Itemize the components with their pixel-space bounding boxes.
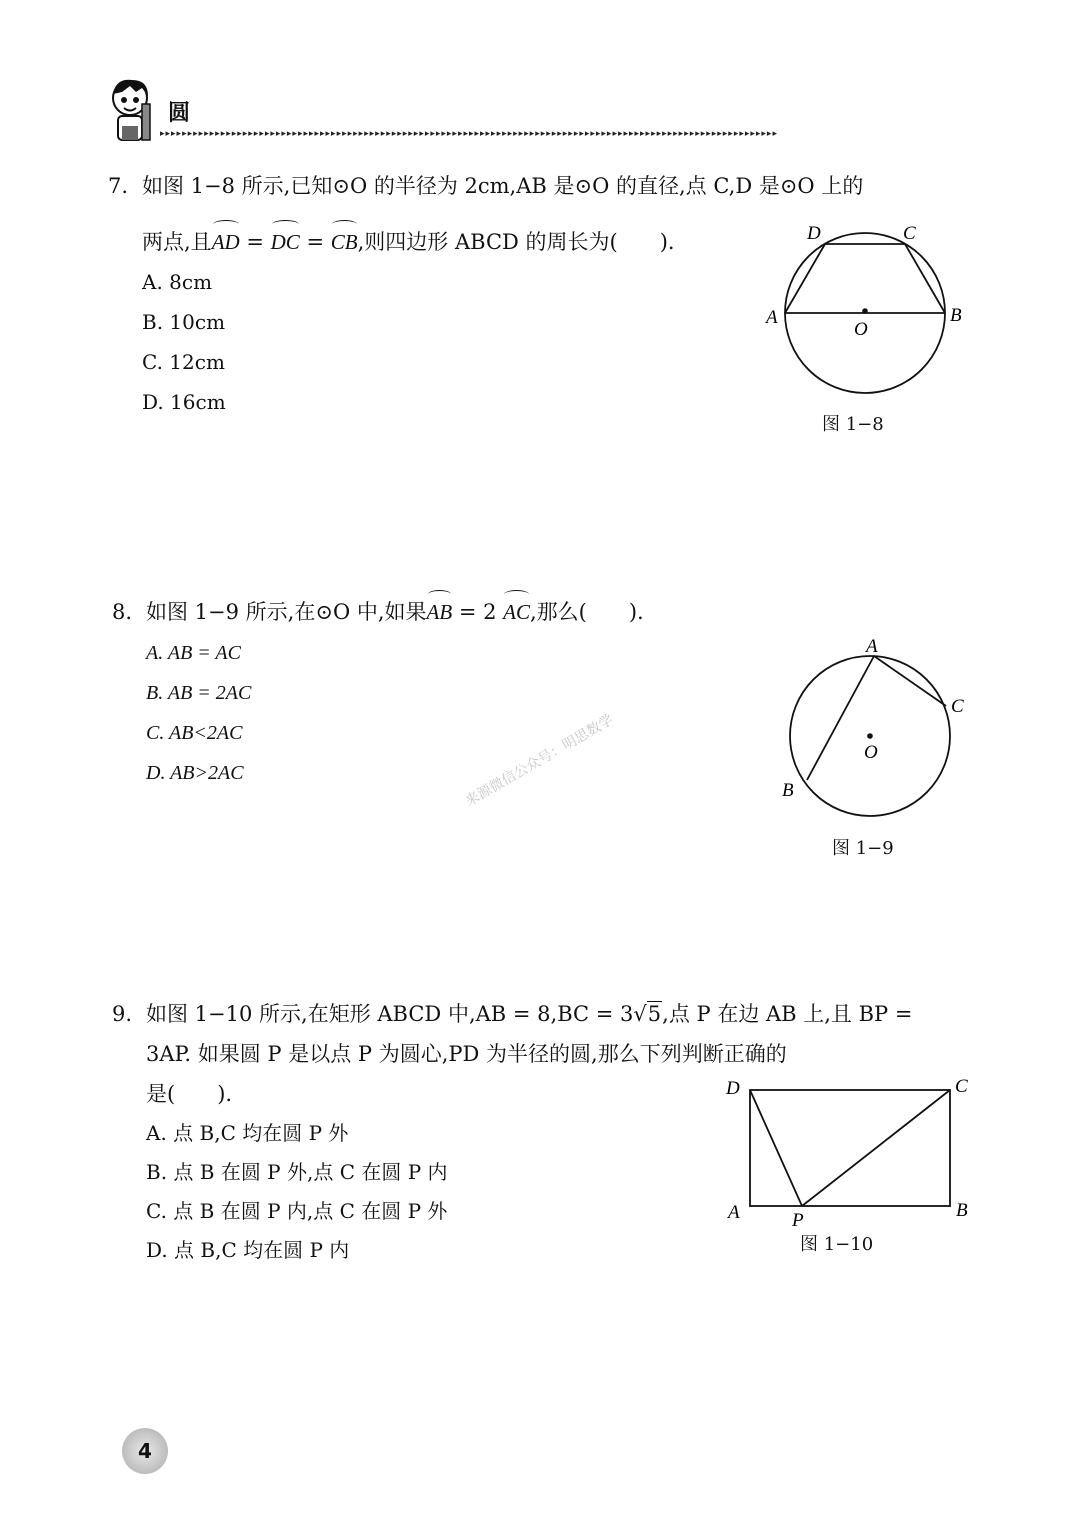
label-o: O bbox=[854, 319, 868, 340]
label-o: O bbox=[864, 742, 878, 763]
center-o bbox=[867, 733, 873, 739]
chord-ac bbox=[874, 656, 946, 706]
label-a: A bbox=[728, 1202, 740, 1223]
q8-number: 8. bbox=[112, 600, 133, 624]
q9-option-b[interactable]: B. 点 B 在圆 P 外,点 C 在圆 P 内 bbox=[146, 1160, 448, 1184]
figure-1-8-caption: 图 1−8 bbox=[822, 414, 884, 435]
label-c: C bbox=[955, 1076, 968, 1097]
q9-option-a[interactable]: A. 点 B,C 均在圆 P 外 bbox=[146, 1121, 349, 1145]
q9-option-d[interactable]: D. 点 B,C 均在圆 P 内 bbox=[146, 1238, 350, 1262]
label-a: A bbox=[766, 307, 778, 328]
label-c: C bbox=[951, 696, 964, 717]
q7-number: 7. bbox=[108, 174, 129, 198]
label-b: B bbox=[782, 780, 794, 801]
q8-option-b[interactable]: B. AB = 2AC bbox=[146, 682, 252, 704]
figure-1-9-caption: 图 1−9 bbox=[832, 838, 894, 859]
q7-option-c[interactable]: C. 12cm bbox=[142, 350, 225, 374]
q8-option-d[interactable]: D. AB>2AC bbox=[146, 762, 244, 784]
q7-option-d[interactable]: D. 16cm bbox=[142, 390, 226, 414]
q8-option-a[interactable]: A. AB = AC bbox=[146, 642, 241, 664]
q9-line3: 是( ). bbox=[146, 1082, 233, 1106]
q9-line2: 3AP. 如果圆 P 是以点 P 为圆心,PD 为半径的圆,那么下列判断正确的 bbox=[146, 1042, 787, 1066]
arc-ab: AB bbox=[427, 592, 453, 632]
q9-number: 9. bbox=[112, 1002, 133, 1026]
figure-1-9 bbox=[770, 630, 980, 830]
q8-option-c[interactable]: C. AB<2AC bbox=[146, 722, 243, 744]
q9-option-c[interactable]: C. 点 B 在圆 P 内,点 C 在圆 P 外 bbox=[146, 1199, 448, 1223]
arc-dc: DC bbox=[271, 222, 300, 262]
label-b: B bbox=[956, 1200, 968, 1221]
quad-adcb bbox=[785, 244, 945, 313]
arc-cb: CB bbox=[331, 222, 358, 262]
label-p: P bbox=[792, 1210, 804, 1231]
label-a: A bbox=[866, 636, 878, 657]
q9-line1: 如图 1−10 所示,在矩形 ABCD 中,AB = 8,BC = 3√5,点 P 在边 AB 上,且 BP = bbox=[146, 1002, 913, 1026]
q7-option-b[interactable]: B. 10cm bbox=[142, 310, 226, 334]
boy-mascot-icon bbox=[104, 74, 160, 146]
center-o bbox=[862, 308, 868, 314]
label-d: D bbox=[726, 1078, 740, 1099]
header-divider: ▸▸▸▸▸▸▸▸▸▸▸▸▸▸▸▸▸▸▸▸▸▸▸▸▸▸▸▸▸▸▸▸▸▸▸▸▸▸▸▸▸▸▸▸▸▸▸▸▸▸▸▸▸▸▸▸▸▸▸▸▸▸▸▸▸▸▸▸▸▸▸▸▸▸▸▸▸▸▸▸▸▸▸▸▸▸▸▸▸▸▸▸▸▸▸▸▸▸▸▸▸▸▸▸▸▸▸▸▸▸▸▸ bbox=[160, 129, 778, 139]
page-number: 4 bbox=[122, 1428, 168, 1474]
label-c: C bbox=[903, 223, 916, 244]
sqrt-radicand: 5 bbox=[647, 1002, 662, 1026]
chapter-title: 圆 bbox=[168, 100, 191, 126]
rectangle-abcd bbox=[750, 1090, 950, 1206]
segment-pc bbox=[802, 1090, 950, 1206]
arc-ad: AD bbox=[212, 222, 240, 262]
figure-1-10-caption: 图 1−10 bbox=[800, 1234, 874, 1255]
watermark: 来源微信公众号：明思数学 bbox=[462, 711, 617, 810]
arc-ac: AC bbox=[503, 592, 530, 632]
q8-text: 如图 1−9 所示,在⊙O 中,如果AB = 2 AC,那么( ). bbox=[146, 592, 644, 632]
segment-dp bbox=[750, 1090, 802, 1206]
q7-line1: 如图 1−8 所示,已知⊙O 的半径为 2cm,AB 是⊙O 的直径,点 C,D 是⊙O 上的 bbox=[142, 174, 864, 198]
label-d: D bbox=[807, 223, 821, 244]
figure-1-8 bbox=[760, 215, 980, 405]
figure-1-10 bbox=[720, 1070, 980, 1235]
q7-line2: 两点,且AD = DC = CB,则四边形 ABCD 的周长为( ). bbox=[142, 222, 675, 262]
q7-option-a[interactable]: A. 8cm bbox=[142, 270, 213, 294]
label-b: B bbox=[950, 305, 962, 326]
